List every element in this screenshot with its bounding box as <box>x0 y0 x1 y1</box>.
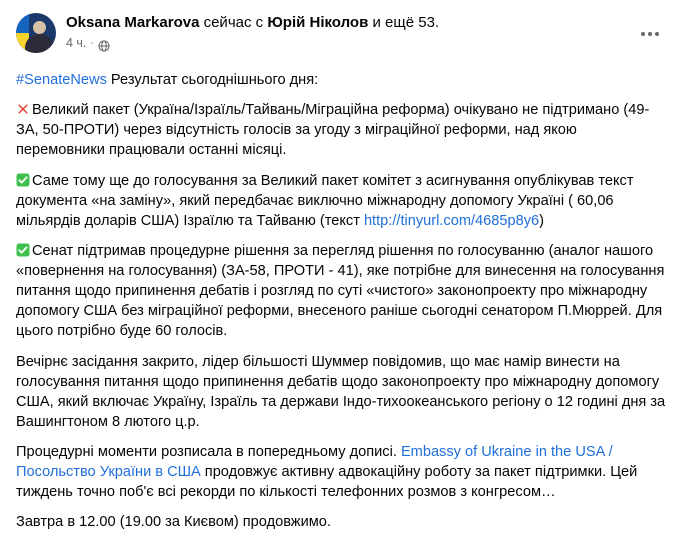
post-byline <box>66 14 439 33</box>
paragraph-text: Великий пакет (Україна/Ізраїль/Тайвань/Міграційна реформа) очікувано не підтримано (49-ЗА, 50-ПРОТИ) через відсутність голосів за угоду з міграційної реформи, над якою перемовники працювали останні місяці. <box>16 102 650 159</box>
paragraph-text: Вечірнє засідання закрито, лідер більшості Шуммер повідомив, що має намір винести на голосування питання щодо припинення дебатів щодо законопроекту про міжнародну допомогу США, який включає Україну, Ізраїль та держави Індо-тихоокеанського регіону о 12 годині дня за Вашингтоном 8 лютого ц.р. <box>16 353 666 430</box>
post-paragraph <box>16 171 666 231</box>
others-count[interactable]: и ещё 53. <box>372 14 440 31</box>
ellipsis-icon[interactable] <box>634 18 666 50</box>
avatar[interactable] <box>16 13 56 53</box>
tagged-person[interactable]: Юрій Ніколов <box>267 14 369 31</box>
paragraph-text: Сенат підтримав процедурне рішення за перегляд рішення по голосуванню (аналог нашого «повернення на голосування) (ЗА-58, ПРОТИ - 41), яке потрібне для винесення на голосування питання щодо припинення дебатів і розгляд по суті «чистого» законопроекту про міжнародну допомогу США без міграційної реформи, внесеного раніше сьогодні сенатором П.Мюррей. Для цього потрібно буде 60 голосів. <box>16 242 665 340</box>
post-paragraph <box>16 442 666 502</box>
byline-middle-text: сейчас с <box>203 14 264 31</box>
post-body <box>16 70 666 533</box>
avatar-head <box>33 21 46 34</box>
post-header-text <box>66 12 439 51</box>
post-paragraph <box>16 241 666 342</box>
check-mark-button-icon <box>16 243 30 257</box>
globe-icon[interactable] <box>98 40 110 52</box>
embassy-page-link[interactable]: Embassy of Ukraine in the USA / Посольство України в США <box>16 444 613 481</box>
post-paragraph <box>16 70 666 90</box>
ellipsis-dot <box>641 32 645 36</box>
cross-mark-icon <box>16 102 30 116</box>
post-paragraph <box>16 100 666 160</box>
ellipsis-dot <box>655 32 659 36</box>
post-paragraph <box>16 352 666 433</box>
paragraph-text: Результат сьогоднішнього дня: <box>106 72 319 88</box>
paragraph-text-after: ) <box>539 212 545 229</box>
tinyurl-link[interactable]: http://tinyurl.com/4685p8y6 <box>363 212 540 229</box>
paragraph-text: Завтра в 12.00 (19.00 за Києвом) продовжимо. <box>16 514 331 531</box>
author-name[interactable]: Oksana Markarova <box>66 14 200 31</box>
check-mark-button-icon <box>16 173 30 187</box>
post-header <box>16 12 666 60</box>
meta-separator-dot: · <box>90 36 95 49</box>
post-timestamp[interactable]: 4 ч. <box>66 35 87 50</box>
paragraph-text: Процедурні моменти розписала в попередньому дописі. <box>16 444 401 460</box>
avatar-body <box>25 34 54 53</box>
ellipsis-dot <box>648 32 652 36</box>
post-paragraph <box>16 512 666 532</box>
paragraph-text-after: продовжує активну адвокаційну роботу за пакет підтримки. Цей тиждень точно поб'є всі рекорди по кількості телефонних розмов з конгресом… <box>16 464 638 501</box>
post-meta <box>66 36 439 52</box>
paragraph-text: Саме тому ще до голосування за Великий пакет комітет з асигнування опублікував текст документа «на заміну», який передбачає виключно міжнародну допомогу Україні ( 60,06 мільярдів доларів США) Ізраїлю та Тайваню (текст <box>16 172 634 229</box>
hashtag-senatenews[interactable]: #SenateNews <box>16 72 107 88</box>
